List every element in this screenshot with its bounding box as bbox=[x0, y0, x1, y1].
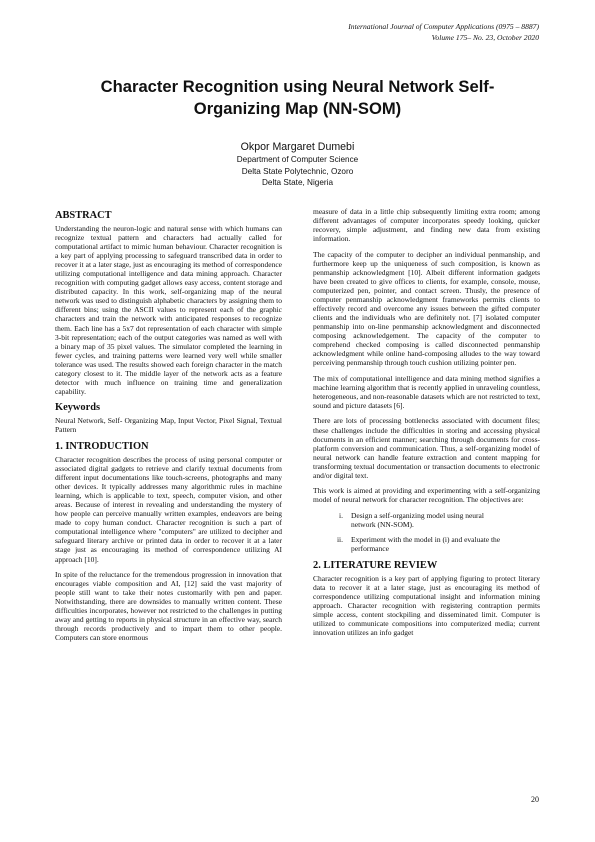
left-column bbox=[55, 210, 282, 800]
objective-item bbox=[313, 535, 540, 553]
journal-header bbox=[239, 22, 539, 43]
author-department: Department of Computer Science bbox=[236, 155, 359, 164]
introduction-paragraph: measure of data in a little chip subsequently limiting extra room; among different advantages of computer incorporates speedy looking, quicker recovery, simple adjustment, and finding new data from existing information. bbox=[313, 207, 540, 244]
objective-text: Experiment with the model in (i) and evaluate the performance bbox=[351, 535, 501, 554]
introduction-paragraph: This work is aimed at providing and experimenting with a self-organizing model of neural network for character recognition. The objectives are: bbox=[313, 486, 540, 505]
literature-heading: 2. LITERATURE REVIEW bbox=[313, 560, 438, 572]
journal-name: International Journal of Computer Applications (0975 – 8887) bbox=[348, 22, 539, 31]
introduction-heading: 1. INTRODUCTION bbox=[55, 440, 149, 452]
abstract-heading: ABSTRACT bbox=[55, 210, 112, 221]
paper-title: Character Recognition using Neural Network Self-Organizing Map (NN-SOM) bbox=[100, 77, 495, 118]
keywords-heading: Keywords bbox=[55, 402, 101, 414]
abstract-text: Understanding the neuron-logic and natural sense with which humans can recognize textual pattern and characters had actually called for computational artifact to mimic human behaviour. Character recognition is a key part of applying processing to safeguard transcribed data in order to recover it at a later stage, just as encouraging its method of correspondence utilizing computational intelligence and data mining approach. Character recognition with computing gadget allows easy access, content storage and distributed capacity. In this work, self-organizing map of the neural network was used to distinguish alphabetic characters by assigning them to different bins; using the ASCII values to represent each of the graphic characters and train the network with anticipated responses to recognize them. Each line has a 5x7 dot representation of each character with simple 3-bit representation; each of the output categories was named as well with a binary map of 35 pixel values. The simulator completed the learning in fewer cycles, and training patterns were learned very well while smaller tolerance was used. The results showed each foreign character in the match category closest to it. The middle layer of the network acts as a feature detector with much influence on training time and generalization capability. bbox=[55, 224, 282, 396]
introduction-paragraph: The capacity of the computer to decipher an individual penmanship, and furthermore keep up the uniqueness of such composition, is known as penmanship acknowledgment [10]. Albeit different information gadgets have been created to give offices to clients, for example, console, mouse, computerized pen, pointer, and contact screen. Thusly, the presence of computer penmanship acknowledgment frameworks permits clients to effectively record and overcome any issues between the gifted computer clients and the individuals who are definitely not. [7] isolated computer penmanship into on-line penmanship acknowledgment and disconnected composing acknowledgement. The capacity of the computer to comprehend checked composing is called disconnected penmanship acknowledgment while online hand-composing alludes to the way toward perceiving penmanship through touch cushion utilizing pointer pen. bbox=[313, 249, 540, 368]
objectives-list bbox=[313, 511, 540, 553]
author-name: Okpor Margaret Dumebi bbox=[240, 141, 355, 153]
author-block bbox=[100, 140, 495, 189]
objective-item bbox=[313, 511, 540, 529]
introduction-paragraph: The mix of computational intelligence and data mining method signifies a machine learning algorithm that is recently applied in unraveling countless, heterogeneous, and non-reasonable datasets which are not restricted to text, sound and picture datasets [6]. bbox=[313, 373, 540, 410]
journal-volume: Volume 175– No. 23, October 2020 bbox=[431, 32, 539, 42]
introduction-paragraph: In spite of the reluctance for the tremendous progression in innovation that encourages viable composition and AI, [12] said the vast majority of people still want to take their notes customarily with pen and paper. Notwithstanding, there are downsides to manually written content. These difficulties incorporates, however not restricted to the challenges in putting away and getting to reports in physical structure in an effective way, search through records productively and to impart them to other people. Computers can store enormous bbox=[55, 570, 282, 643]
author-location: Delta State, Nigeria bbox=[262, 178, 333, 188]
objective-number: i. bbox=[339, 510, 343, 520]
page-number: 20 bbox=[531, 795, 539, 804]
introduction-paragraph: Character recognition describes the process of using personal computer or associated digital gadgets to retrieve and clarify textual documents from different input documentations like touch-screens, photographs and many other devices. It typically addresses many algorithmic rules in machine learning, which is applicable to text, speech, computer vision, and other areas. Because of interest in revealing and understanding the mystery of how people can perceive manually written examples, endeavors are being made to copy human conduct. Character recognition is such a part of computational intelligence where "computers" are utilized to decipher and safeguard literary archive or printed data in order to recover it at a later stage just as encouraging its method of correspondence utilizing AI approach [10]. bbox=[55, 454, 282, 564]
literature-paragraph: Character recognition is a key part of applying figuring to protect literary data to recover it at a later stage, just as encouraging its method of correspondence utilizing computational insight and information mining approach. Character recognition with registering contraption permits simple access, content stockpiling and disseminated limit. Computer is utilized to communicate compositions into computerized media; current innovation utilizes an info gadget bbox=[313, 574, 540, 638]
objective-text: Design a self-organizing model using neural network (NN-SOM). bbox=[351, 510, 484, 529]
objective-number: ii. bbox=[336, 535, 343, 544]
right-column bbox=[313, 207, 540, 797]
author-institution: Delta State Polytechnic, Ozoro bbox=[241, 166, 354, 176]
introduction-paragraph: There are lots of processing bottlenecks associated with document files; these challenges include the difficulties in storing and accessing physical documents in an efficient manner; searching through documents for cross-platform conversion and communication. Thus, a self-organizing model of neural network can handle feature extraction and content mapping for transforming textual documentation or transaction documents to electronic and/or digital text. bbox=[313, 416, 540, 480]
keywords-text: Neural Network, Self- Organizing Map, Input Vector, Pixel Signal, Textual Pattern bbox=[55, 416, 282, 435]
